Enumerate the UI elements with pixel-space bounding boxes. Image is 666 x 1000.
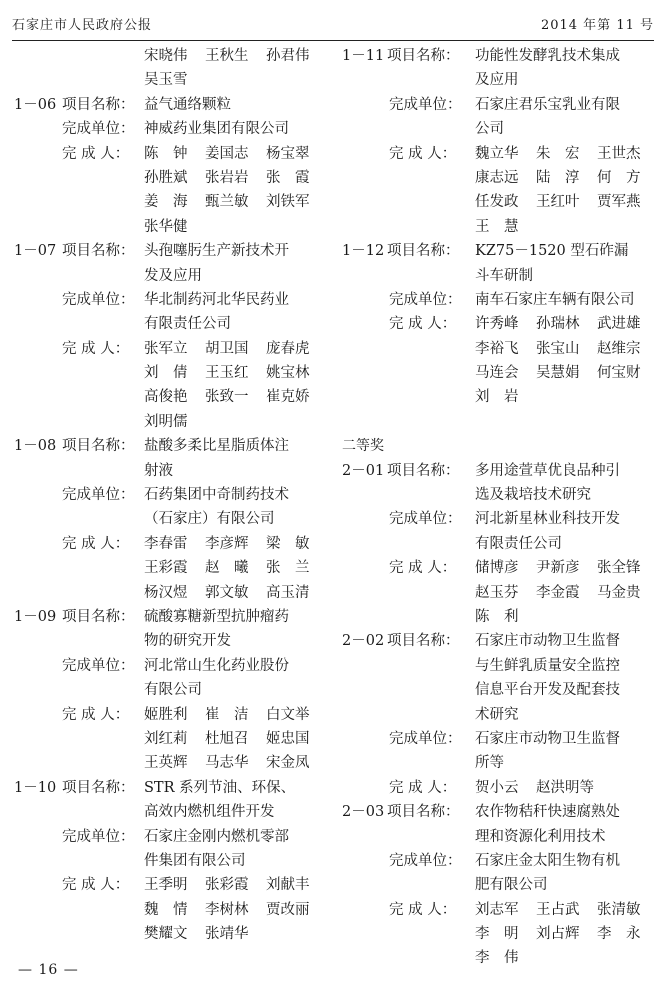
field-label: 完 成 人： [62, 145, 130, 162]
entry-line [14, 361, 334, 385]
field-label: 完 成 人： [389, 560, 457, 577]
entry-line [14, 459, 334, 483]
person-name: 姜国志 [205, 145, 249, 162]
completer-names [144, 142, 327, 166]
entry-line [14, 898, 334, 922]
completing-unit: 河北新星林业科技开发 [475, 511, 620, 528]
entry-line [342, 68, 657, 92]
field-label: 完 成 人： [62, 535, 130, 552]
continued-text: 射液 [144, 462, 173, 479]
person-name: 王季明 [144, 877, 188, 894]
continued-text: 术研究 [475, 706, 519, 723]
project-name: 硫酸寡糖新型抗肿瘤药 [144, 608, 289, 625]
project-code: 1－12 [342, 243, 385, 260]
completing-unit: 河北常山生化药业股份 [144, 657, 289, 674]
project-name: 石家庄市动物卫生监督 [475, 633, 620, 650]
project-entry [342, 239, 657, 263]
entry-line [342, 166, 657, 190]
completer-names [144, 703, 327, 727]
completer-names [475, 190, 658, 214]
person-name: 白文举 [266, 706, 310, 723]
entry-line [14, 385, 334, 409]
project-name: STR 系列节油、环保、 [144, 779, 296, 796]
entry-line [342, 117, 657, 141]
field-label: 项目名称： [387, 48, 460, 64]
person-name: 贾改丽 [266, 901, 310, 918]
person-name: 张全锋 [597, 560, 641, 577]
person-name: 姬胜利 [144, 706, 188, 723]
person-name: 吴玉雪 [144, 72, 188, 89]
person-name: 李 伟 [475, 950, 519, 967]
person-name: 刘红莉 [144, 730, 188, 747]
entry-line [342, 264, 657, 288]
person-name: 何宝财 [597, 365, 641, 382]
person-name: 王世杰 [597, 145, 641, 162]
project-entry [14, 239, 334, 263]
completing-unit: 神威药业集团有限公司 [144, 121, 289, 138]
person-name: 吴慧娟 [536, 365, 580, 382]
person-name: 张致一 [205, 389, 249, 406]
completing-unit: 石家庄金刚内燃机零部 [144, 828, 289, 845]
person-name: 王玉红 [205, 365, 249, 382]
field-label: 完 成 人： [62, 340, 130, 357]
award-section-heading: 二等奖 [342, 438, 384, 455]
field-label: 项目名称： [387, 462, 460, 479]
person-name: 许秀峰 [475, 316, 519, 333]
project-entry [14, 776, 334, 800]
entry-line [342, 385, 657, 409]
entry-line [342, 337, 657, 361]
completing-unit: 石家庄金太阳生物有机 [475, 852, 620, 869]
project-name: 多用途萱草优良品种引 [475, 462, 620, 479]
person-name: 朱 宏 [536, 145, 580, 162]
project-name: KZ75－1520 型石砟漏 [475, 243, 629, 260]
person-name: 陆 淳 [536, 169, 580, 186]
project-name: 益气通络颗粒 [144, 96, 231, 113]
entry-line [14, 142, 334, 166]
left-column [14, 44, 334, 946]
completer-names [144, 190, 327, 214]
project-code: 1－10 [14, 779, 57, 796]
completer-names [144, 532, 327, 556]
project-entry [342, 629, 657, 653]
person-name: 张华健 [144, 218, 188, 235]
completer-names [144, 215, 205, 239]
person-name: 孙瑞林 [536, 316, 580, 333]
person-name: 刘献丰 [266, 877, 310, 894]
entry-line [14, 654, 334, 678]
completer-names [475, 166, 658, 190]
field-label: 完 成 人： [389, 316, 457, 333]
field-label: 完 成 人： [62, 706, 130, 723]
entry-line [14, 532, 334, 556]
person-name: 赵洪明等 [536, 779, 594, 796]
entry-line [342, 215, 657, 239]
continued-text: 所等 [475, 755, 504, 772]
field-label: 项目名称： [62, 96, 135, 113]
entry-line [342, 556, 657, 580]
continued-text: 及应用 [475, 72, 519, 89]
project-entry [342, 459, 657, 483]
completer-names [475, 142, 658, 166]
person-name: 贾军燕 [597, 194, 641, 211]
entry-line [14, 922, 334, 946]
entry-line [14, 337, 334, 361]
person-name: 樊耀文 [144, 926, 188, 943]
entry-line [14, 581, 334, 605]
completer-names [475, 556, 658, 580]
person-name: 刘 倩 [144, 365, 188, 382]
person-name: 胡卫国 [205, 340, 249, 357]
continued-text: 高效内燃机组件开发 [144, 804, 275, 821]
field-label: 项目名称： [62, 243, 135, 260]
issue-number: 2014 年第 11 号 [540, 18, 654, 33]
project-name: 农作物秸秆快速腐熟处 [475, 804, 620, 821]
project-code: 2－01 [342, 462, 385, 479]
continued-text: （石家庄）有限公司 [144, 511, 275, 528]
entry-line [342, 288, 657, 312]
entry-line [14, 849, 334, 873]
completer-names [144, 361, 327, 385]
person-name: 李 永 [597, 926, 641, 943]
entry-line [14, 264, 334, 288]
entry-line [342, 849, 657, 873]
completer-names [144, 337, 327, 361]
field-label: 完 成 人： [389, 145, 457, 162]
entry-line [14, 190, 334, 214]
entry-line [14, 44, 334, 68]
person-name: 张岩岩 [205, 169, 249, 186]
entry-line [342, 532, 657, 556]
person-name: 孙君伟 [266, 48, 310, 64]
person-name: 赵玉芬 [475, 584, 519, 601]
project-entry [14, 434, 334, 458]
completer-names [144, 751, 327, 775]
person-name: 李彦辉 [205, 535, 249, 552]
person-name: 杜旭召 [205, 730, 249, 747]
person-name: 高俊艳 [144, 389, 188, 406]
completer-names [144, 68, 205, 92]
entry-line [342, 190, 657, 214]
person-name: 陈 钟 [144, 145, 188, 162]
person-name: 杨汉煜 [144, 584, 188, 601]
project-code: 1－09 [14, 608, 57, 625]
entry-line [342, 776, 657, 800]
person-name: 李金霞 [536, 584, 580, 601]
person-name: 甄兰敏 [205, 194, 249, 211]
entry-line [14, 166, 334, 190]
person-name: 庞春虎 [266, 340, 310, 357]
entry-line [14, 288, 334, 312]
person-name: 魏立华 [475, 145, 519, 162]
project-code: 1－11 [342, 48, 385, 64]
person-name: 张宝山 [536, 340, 580, 357]
entry-line [342, 922, 657, 946]
project-entry [14, 605, 334, 629]
person-name: 马金贵 [597, 584, 641, 601]
entry-line [14, 629, 334, 653]
person-name: 马连会 [475, 365, 519, 382]
field-label: 完成单位： [389, 852, 462, 869]
entry-line [342, 361, 657, 385]
project-name: 盐酸多柔比星脂质体注 [144, 438, 289, 455]
completer-names [144, 922, 266, 946]
continued-text: 信息平台开发及配套技 [475, 682, 620, 699]
project-entry [14, 93, 334, 117]
entry-line [14, 800, 334, 824]
completer-names [475, 215, 536, 239]
person-name: 刘占辉 [536, 926, 580, 943]
field-label: 完 成 人： [389, 779, 457, 796]
person-name: 何 方 [597, 169, 641, 186]
person-name: 宋晓伟 [144, 48, 188, 64]
completer-names [144, 166, 327, 190]
field-label: 完成单位： [62, 487, 135, 504]
person-name: 李裕飞 [475, 340, 519, 357]
entry-line [342, 483, 657, 507]
person-name: 姚宝林 [266, 365, 310, 382]
entry-line [342, 581, 657, 605]
entry-line [14, 312, 334, 336]
person-name: 尹新彦 [536, 560, 580, 577]
person-name: 刘铁军 [266, 194, 310, 211]
person-name: 张清敏 [597, 901, 641, 918]
entry-line [342, 507, 657, 531]
field-label: 项目名称： [62, 779, 135, 796]
person-name: 王秋生 [205, 48, 249, 64]
entry-line [14, 117, 334, 141]
field-label: 完成单位： [62, 828, 135, 845]
project-name: 功能性发酵乳技术集成 [475, 48, 620, 64]
entry-line [14, 215, 334, 239]
project-entry [342, 800, 657, 824]
person-name: 张军立 [144, 340, 188, 357]
continued-text: 件集团有限公司 [144, 852, 246, 869]
completer-names [475, 776, 597, 800]
field-label: 完成单位： [389, 511, 462, 528]
person-name: 王红叶 [536, 194, 580, 211]
project-code: 1－07 [14, 243, 57, 260]
person-name: 宋金凤 [266, 755, 310, 772]
right-column [342, 44, 657, 971]
field-label: 项目名称： [387, 633, 460, 650]
continued-text: 与生鲜乳质量安全监控 [475, 657, 620, 674]
field-label: 完 成 人： [62, 877, 130, 894]
entry-line [342, 410, 657, 434]
field-label: 项目名称： [387, 243, 460, 260]
person-name: 康志远 [475, 169, 519, 186]
completer-names [144, 873, 327, 897]
continued-text: 有限公司 [144, 682, 202, 699]
person-name: 姜 海 [144, 194, 188, 211]
entry-line [14, 410, 334, 434]
project-code: 1－06 [14, 96, 57, 113]
completer-names [475, 946, 536, 970]
entry-line [14, 678, 334, 702]
field-label: 完成单位： [389, 730, 462, 747]
person-name: 王 慧 [475, 218, 519, 235]
completer-names [475, 581, 658, 605]
entry-line [14, 507, 334, 531]
completing-unit: 石药集团中奇制药技术 [144, 487, 289, 504]
publication-title: 石家庄市人民政府公报 [12, 18, 153, 33]
page-header [12, 0, 654, 41]
person-name: 陈 利 [475, 608, 519, 625]
completer-names [475, 361, 658, 385]
project-code: 2－03 [342, 804, 385, 821]
person-name: 王英辉 [144, 755, 188, 772]
person-name: 赵维宗 [597, 340, 641, 357]
continued-text: 有限责任公司 [144, 316, 231, 333]
continued-text: 公司 [475, 121, 504, 138]
page-number: — 16 — [18, 962, 79, 978]
entry-line [342, 751, 657, 775]
person-name: 郭文敏 [205, 584, 249, 601]
entry-line [342, 898, 657, 922]
field-label: 完成单位： [62, 121, 135, 138]
field-label: 完成单位： [389, 96, 462, 113]
person-name: 张彩霞 [205, 877, 249, 894]
completing-unit: 南车石家庄车辆有限公司 [475, 291, 635, 308]
completing-unit: 华北制药河北华民药业 [144, 291, 289, 308]
completer-names [144, 581, 327, 605]
entry-line [342, 703, 657, 727]
project-code: 1－08 [14, 438, 57, 455]
person-name: 武进雄 [597, 316, 641, 333]
completer-names [144, 385, 327, 409]
completer-names [475, 922, 658, 946]
person-name: 刘 岩 [475, 389, 519, 406]
entry-line [14, 825, 334, 849]
completer-names [475, 337, 658, 361]
entry-line [342, 312, 657, 336]
entry-line [342, 142, 657, 166]
completer-names [144, 44, 327, 68]
person-name: 李 明 [475, 926, 519, 943]
field-label: 完 成 人： [389, 901, 457, 918]
completer-names [144, 898, 327, 922]
field-label: 完成单位： [62, 657, 135, 674]
project-entry [342, 44, 657, 68]
person-name: 任发政 [475, 194, 519, 211]
field-label: 项目名称： [62, 438, 135, 455]
entry-line [14, 483, 334, 507]
person-name: 马志华 [205, 755, 249, 772]
entry-line [14, 727, 334, 751]
entry-line [14, 873, 334, 897]
entry-line [342, 727, 657, 751]
person-name: 杨宝翠 [266, 145, 310, 162]
person-name: 王彩霞 [144, 560, 188, 577]
completer-names [144, 727, 327, 751]
person-name: 李春雷 [144, 535, 188, 552]
person-name: 张 霞 [266, 169, 310, 186]
completer-names [475, 898, 658, 922]
field-label: 完成单位： [62, 291, 135, 308]
completer-names [475, 605, 536, 629]
person-name: 魏 情 [144, 901, 188, 918]
continued-text: 发及应用 [144, 267, 202, 284]
person-name: 孙胜斌 [144, 169, 188, 186]
person-name: 王占武 [536, 901, 580, 918]
person-name: 赵 曦 [205, 560, 249, 577]
project-name: 头孢噻肟生产新技术开 [144, 243, 289, 260]
person-name: 储博彦 [475, 560, 519, 577]
person-name: 梁 敏 [266, 535, 310, 552]
person-name: 刘明儒 [144, 413, 188, 430]
entry-line [14, 556, 334, 580]
field-label: 完成单位： [389, 291, 462, 308]
field-label: 项目名称： [387, 804, 460, 821]
completer-names [475, 385, 536, 409]
entry-line [342, 946, 657, 970]
completer-names [144, 556, 327, 580]
completer-names [144, 410, 205, 434]
entry-line [342, 93, 657, 117]
entry-line [14, 751, 334, 775]
person-name: 姬忠国 [266, 730, 310, 747]
entry-line [342, 678, 657, 702]
field-label: 项目名称： [62, 608, 135, 625]
person-name: 张 兰 [266, 560, 310, 577]
completing-unit: 石家庄市动物卫生监督 [475, 730, 620, 747]
person-name: 刘志军 [475, 901, 519, 918]
continued-text: 斗车研制 [475, 267, 533, 284]
entry-line [342, 605, 657, 629]
person-name: 崔 洁 [205, 706, 249, 723]
entry-line [342, 654, 657, 678]
person-name: 李树林 [205, 901, 249, 918]
entry-line [14, 703, 334, 727]
project-code: 2－02 [342, 633, 385, 650]
entry-line [342, 873, 657, 897]
entry-line [14, 68, 334, 92]
completer-names [475, 312, 658, 336]
person-name: 高玉清 [266, 584, 310, 601]
continued-text: 肥有限公司 [475, 877, 548, 894]
completing-unit: 石家庄君乐宝乳业有限 [475, 96, 620, 113]
continued-text: 有限责任公司 [475, 535, 562, 552]
continued-text: 选及栽培技术研究 [475, 487, 591, 504]
continued-text: 物的研究开发 [144, 633, 231, 650]
continued-text: 理和资源化利用技术 [475, 828, 606, 845]
person-name: 张靖华 [205, 926, 249, 943]
person-name: 贺小云 [475, 779, 519, 796]
person-name: 崔克娇 [266, 389, 310, 406]
entry-line [342, 825, 657, 849]
